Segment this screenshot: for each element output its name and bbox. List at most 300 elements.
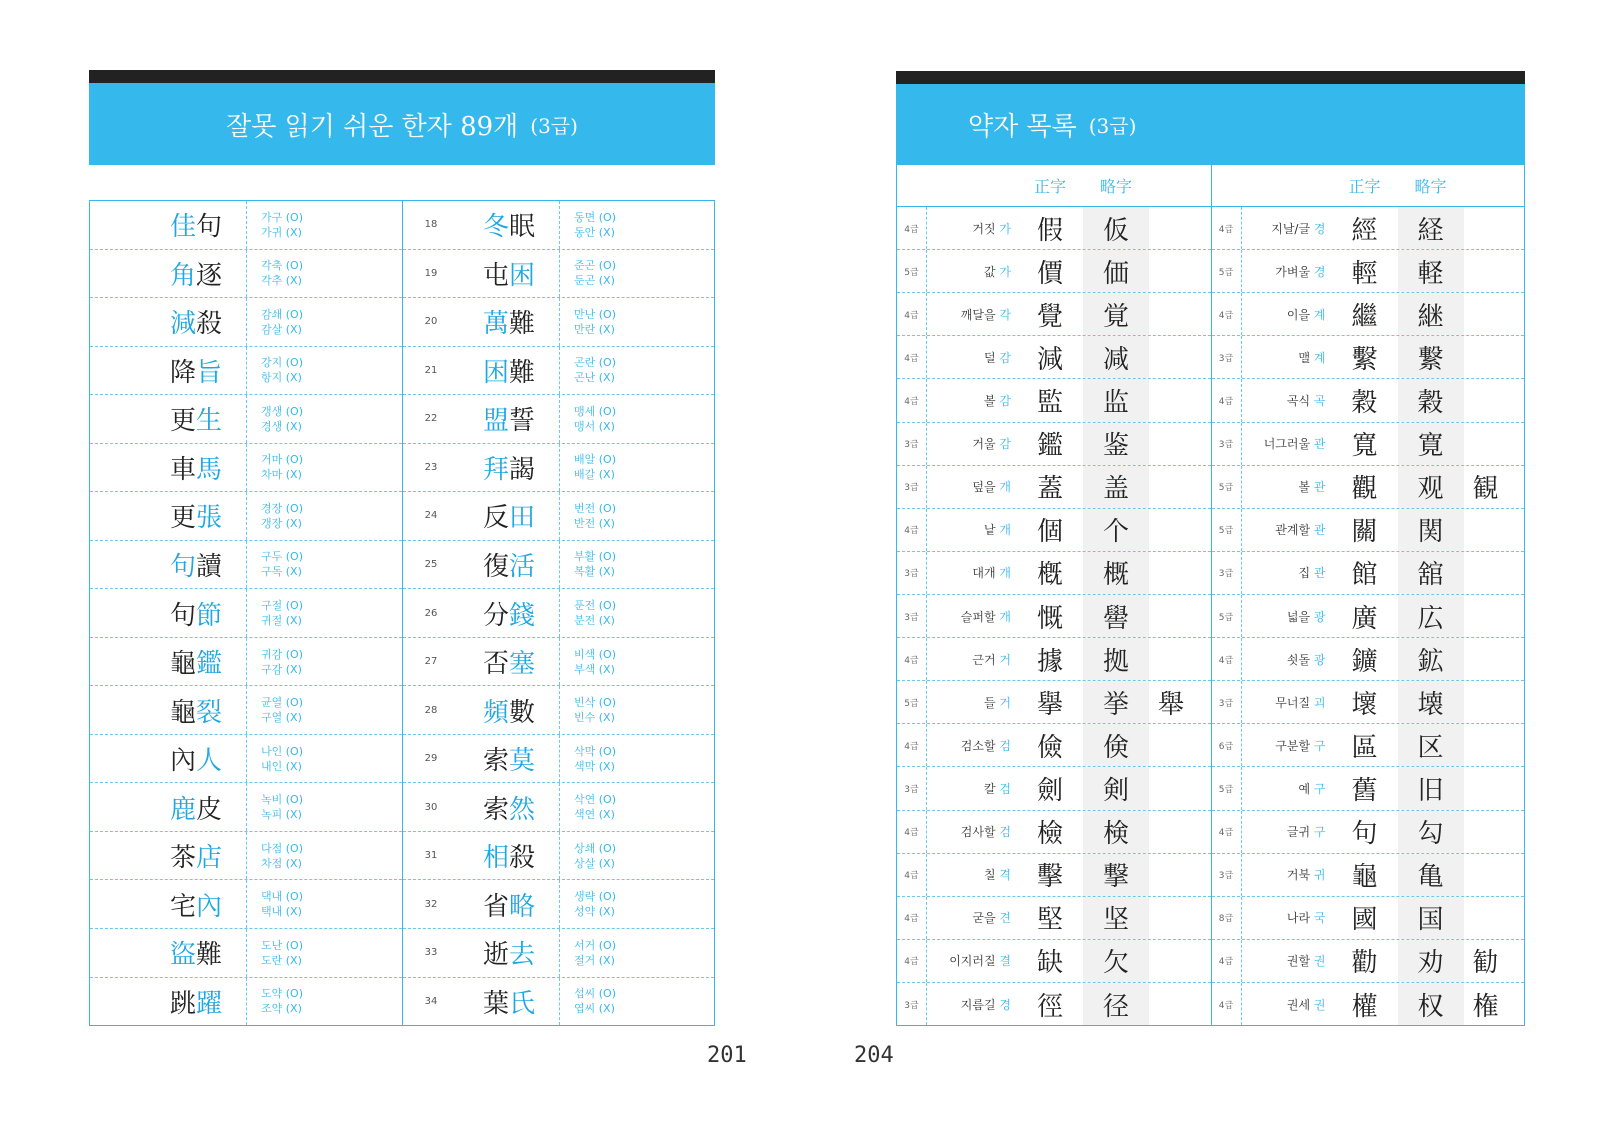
table-row [90,638,402,687]
table-row [1212,724,1525,767]
grade-level: 4급 [897,854,927,896]
correct-reading: 나인 (O) [261,744,303,758]
meaning [927,521,1017,538]
full-form-char: 蓋 [1036,474,1063,505]
table-row [1212,293,1525,336]
table-row [897,423,1211,466]
table-row [897,724,1211,767]
table-row [897,207,1211,250]
table-row [90,978,402,1026]
table-row [403,880,714,929]
sound-text: 거 [999,695,1011,710]
table-row [897,552,1211,595]
alternate-abbreviated-char: 権 [1472,991,1499,1022]
grade-level: 4급 [897,724,927,766]
meaning-text: 넓을 [1286,609,1311,624]
hanja-word [146,352,246,389]
readings [559,735,714,783]
hanja-char: 更 [169,503,196,534]
hanja-char: 逝 [482,940,509,971]
hanja-word [146,303,246,340]
alternate-abbreviated-char: 舉 [1157,689,1184,720]
correct-reading: 삭막 (O) [574,744,616,758]
full-form-char: 檢 [1036,819,1063,850]
table-column [402,201,714,1025]
hanja-word [459,886,559,923]
hanja-word [459,400,559,437]
table-row [403,783,714,832]
sound-text: 검 [999,825,1011,840]
full-form-char: 繼 [1351,301,1378,332]
hanja-char: 眠 [509,212,536,243]
hanja-word [146,789,246,826]
abbreviated-char: 盖 [1083,466,1149,508]
meaning-text: 권할 [1286,954,1311,969]
correct-reading: 빈삭 (O) [574,696,616,710]
incorrect-reading: 구감 (X) [261,662,302,676]
table-row [1212,466,1525,509]
full-form-char: 國 [1351,905,1378,936]
sound-text: 구 [1313,781,1326,796]
correct-reading: 도약 (O) [261,987,303,1001]
abbreviated-char: 勾 [1398,811,1464,853]
abbreviated-char: 概 [1083,552,1149,594]
correct-reading: 강지 (O) [261,356,303,370]
hanja-word [459,497,559,534]
hanja-char: 更 [169,406,196,437]
meaning [927,651,1017,668]
sound-text: 격 [999,868,1011,883]
abbreviated-char: 覚 [1083,293,1149,335]
table-row [403,978,714,1026]
hanja-char: 略 [509,891,536,922]
meaning [1242,694,1332,711]
grade-level: 4급 [897,207,927,249]
table-row [897,379,1211,422]
hanja-word [459,449,559,486]
abbreviated-char: 仮 [1083,207,1149,249]
correct-reading: 도난 (O) [261,938,303,952]
incorrect-reading: 빈수 (X) [574,711,615,725]
table-body [1212,207,1525,1025]
full-form-char: 關 [1351,517,1378,548]
hanja-char: 省 [482,891,509,922]
hanja-word [459,740,559,777]
meaning [927,909,1017,926]
meaning [927,866,1017,883]
readings [246,347,402,395]
grade-level: 4급 [897,336,927,378]
grade-level: 4급 [1212,293,1242,335]
sound-text: 광 [1313,609,1326,624]
table-header [897,165,1211,207]
grade-level: 3급 [1212,336,1242,378]
table-row [403,541,714,590]
row-number: 28 [424,704,438,716]
table-row [1212,509,1525,552]
hanja-char: 生 [196,406,223,437]
readings [559,832,714,880]
table-row [897,854,1211,897]
table-row [897,466,1211,509]
table-row [403,492,714,541]
hanja-char: 錢 [509,600,536,631]
incorrect-reading: 각추 (X) [261,274,302,288]
row-number: 23 [424,461,438,473]
meaning-text: 칠 [983,868,996,883]
table-row [90,541,402,590]
sound-text: 감 [999,350,1011,365]
hanja-word [146,692,246,729]
hanja-char: 車 [169,454,196,485]
correct-reading: 균열 (O) [261,696,303,710]
abbreviated-char: 减 [1083,336,1149,378]
meaning [1242,220,1332,237]
grade-level: 3급 [897,466,927,508]
meaning [927,996,1017,1013]
meaning [1242,996,1332,1013]
hanja-char: 氏 [509,988,536,1019]
correct-reading: 배알 (O) [574,453,616,467]
correct-reading: 구절 (O) [261,599,303,613]
sound-text: 개 [999,609,1011,624]
meaning-text: 글귀 [1286,825,1311,840]
sound-text: 구 [1313,738,1326,753]
hanja-char: 鹿 [169,794,196,825]
incorrect-reading: 택내 (X) [261,905,302,919]
full-form-char: 鑛 [1351,646,1378,677]
grade-level: 4급 [1212,638,1242,680]
hanja-char: 分 [482,600,509,631]
meaning-text: 덮을 [972,480,996,495]
grade-level: 3급 [897,423,927,465]
hanja-word [459,983,559,1020]
hanja-char: 人 [196,746,223,777]
table-row [403,686,714,735]
correct-reading: 번전 (O) [574,501,616,515]
full-form-char: 擧 [1036,689,1063,720]
hanja-word [459,643,559,680]
hanja-char: 盟 [482,406,509,437]
meaning-text: 거짓 [972,221,996,236]
incorrect-reading: 반전 (X) [574,516,615,530]
grade-level: 4급 [1212,983,1242,1025]
sound-text: 광 [1313,652,1326,667]
grade-level: 4급 [1212,379,1242,421]
abbreviated-char: 旧 [1398,767,1464,809]
readings [246,735,402,783]
hanja-char: 難 [196,940,223,971]
meaning-text: 지름길 [960,997,996,1012]
full-form-char: 慨 [1036,603,1063,634]
left-grade-label: (3급) [530,113,578,138]
sound-text: 감 [999,393,1011,408]
sound-text: 귀 [1313,868,1326,883]
table-row [897,681,1211,724]
abbreviated-char: 舘 [1398,552,1464,594]
readings [246,250,402,298]
full-form-char: 經 [1351,215,1378,246]
sound-text: 경 [1313,264,1326,279]
meaning [1242,263,1332,280]
sound-text: 감 [999,437,1011,452]
table-body [897,207,1211,1025]
sound-text: 검 [999,781,1011,796]
row-number: 20 [424,316,438,328]
hanja-char: 佳 [169,212,196,243]
hanja-char: 難 [509,357,536,388]
page-number: 204 [854,1043,894,1068]
table-row [403,395,714,444]
meaning [1242,608,1332,625]
hanja-char: 去 [509,940,536,971]
readings [559,541,714,589]
table-row [90,735,402,784]
table-row [90,492,402,541]
hanja-word [146,497,246,534]
meaning-text: 권세 [1286,997,1311,1012]
meaning [927,823,1017,840]
meaning-text: 낱 [983,523,996,538]
full-form-char: 區 [1351,732,1378,763]
hanja-char: 減 [169,309,196,340]
hanja-char: 頻 [482,697,509,728]
meaning [1242,909,1332,926]
correct-reading: 곤란 (O) [574,356,616,370]
incorrect-reading: 항지 (X) [261,371,302,385]
correct-reading: 푼전 (O) [574,599,616,613]
readings [246,589,402,637]
row-number: 27 [424,656,438,668]
hanja-char: 張 [196,503,223,534]
row-number: 21 [424,364,438,376]
hanja-char: 謁 [509,454,536,485]
grade-level: 6급 [1212,724,1242,766]
abbreviation-table [896,164,1525,1026]
abbreviated-char: 区 [1398,724,1464,766]
abbreviated-char: 监 [1083,379,1149,421]
right-title-banner [896,84,1525,164]
correct-reading: 거마 (O) [261,453,303,467]
meaning-text: 너그러울 [1263,437,1311,452]
hanja-char: 內 [196,891,223,922]
sound-text: 개 [999,480,1011,495]
table-row [1212,811,1525,854]
abbreviated-char: 鉴 [1083,423,1149,465]
sound-text: 경 [1313,221,1326,236]
meaning-text: 나라 [1286,911,1311,926]
table-row [403,832,714,881]
table-row [897,509,1211,552]
grade-level: 4급 [897,811,927,853]
full-form-char: 覺 [1036,301,1063,332]
hanja-word [459,546,559,583]
table-row [90,444,402,493]
incorrect-reading: 차점 (X) [261,856,302,870]
grade-level: 3급 [897,595,927,637]
table-row [897,940,1211,983]
abbreviated-char: 検 [1083,811,1149,853]
hanja-word [146,400,246,437]
table-row [403,298,714,347]
table-column [90,201,402,1025]
hanja-word [459,303,559,340]
left-page-title: 잘못 읽기 쉬운 한자 89개 [226,111,519,142]
meaning [927,306,1017,323]
sound-text: 곡 [1313,393,1326,408]
full-form-char: 寬 [1351,431,1378,462]
left-title-banner [89,83,715,165]
table-row [403,638,714,687]
grade-level: 4급 [897,379,927,421]
hanja-char: 葉 [482,988,509,1019]
meaning-text: 근거 [972,652,996,667]
incorrect-reading: 차마 (X) [261,468,302,482]
grade-level: 5급 [1212,250,1242,292]
abbreviated-char: 倹 [1083,724,1149,766]
table-row [897,638,1211,681]
abbreviated-char: 関 [1398,509,1464,551]
sound-text: 구 [1313,825,1326,840]
sound-text: 권 [1313,997,1326,1012]
table-row [90,395,402,444]
hanja-char: 角 [169,260,196,291]
abbreviated-char: 坚 [1083,897,1149,939]
hanja-char: 否 [482,649,509,680]
correct-reading: 귀감 (O) [261,647,303,661]
hanja-char: 躍 [196,988,223,1019]
correct-reading: 각축 (O) [261,259,303,273]
full-form-char: 個 [1036,517,1063,548]
full-form-char: 堅 [1036,905,1063,936]
full-form-char: 句 [1351,819,1378,850]
meaning-text: 칼 [983,781,996,796]
table-row [90,201,402,250]
row-number: 34 [424,995,438,1007]
hanja-char: 萬 [482,309,509,340]
abbreviated-char: 挙 [1083,681,1149,723]
readings [246,929,402,977]
readings [559,444,714,492]
correct-reading: 만난 (O) [574,307,616,321]
incorrect-reading: 배갈 (X) [574,468,615,482]
header-abbreviated-form: 略字 [1099,177,1132,196]
table-row [403,250,714,299]
readings [246,832,402,880]
full-form-char: 劍 [1036,775,1063,806]
readings [246,638,402,686]
full-form-char: 館 [1351,560,1378,591]
hanja-char: 殺 [509,843,536,874]
readings [246,686,402,734]
table-row [897,250,1211,293]
hanja-word [146,643,246,680]
header-full-form: 正字 [1348,177,1381,196]
grade-level: 3급 [1212,681,1242,723]
table-row [1212,681,1525,724]
readings [559,201,714,249]
sound-text: 관 [1313,480,1326,495]
hanja-char: 店 [196,843,223,874]
readings [246,783,402,831]
incorrect-reading: 맹서 (X) [574,419,615,433]
meaning [927,263,1017,280]
hanja-char: 數 [509,697,536,728]
meaning [927,349,1017,366]
correct-reading: 섭씨 (O) [574,987,616,1001]
row-number: 22 [424,413,438,425]
sound-text: 개 [999,566,1011,581]
readings [246,444,402,492]
hanja-char: 難 [509,309,536,340]
abbreviated-char: 劝 [1398,940,1464,982]
hanja-word [459,352,559,389]
meaning-text: 집 [1298,566,1311,581]
meaning [1242,952,1332,969]
table-row [1212,207,1525,250]
meaning-text: 거울 [972,437,996,452]
hanja-word [146,546,246,583]
grade-level: 8급 [1212,897,1242,939]
grade-level: 5급 [1212,466,1242,508]
sound-text: 각 [999,307,1011,322]
incorrect-reading: 분전 (X) [574,614,615,628]
hanja-char: 茶 [169,843,196,874]
page-number: 201 [707,1043,747,1068]
table-row [1212,336,1525,379]
abbreviated-char: 価 [1083,250,1149,292]
hanja-word [459,934,559,971]
row-number: 25 [424,558,438,570]
hanja-char: 索 [482,794,509,825]
meaning [927,392,1017,409]
table-row [1212,379,1525,422]
table-row [403,444,714,493]
meaning [1242,651,1332,668]
meaning [927,564,1017,581]
abbreviated-char: 繋 [1398,336,1464,378]
hanja-char: 讀 [196,551,223,582]
abbreviated-char: 个 [1083,509,1149,551]
meaning-text: 검소할 [960,738,996,753]
sound-text: 계 [1313,307,1326,322]
full-form-char: 壞 [1351,689,1378,720]
hanja-char: 索 [482,746,509,777]
meaning-text: 쇳돌 [1286,652,1311,667]
meaning-text: 가벼울 [1275,264,1311,279]
hanja-char: 反 [482,503,509,534]
grade-level: 3급 [1212,423,1242,465]
meaning [1242,306,1332,323]
incorrect-reading: 절거 (X) [574,953,615,967]
meaning-text: 볼 [1298,480,1311,495]
table-row [90,250,402,299]
sound-text: 가 [999,221,1011,236]
readings [246,395,402,443]
full-form-char: 儉 [1036,732,1063,763]
sound-text: 관 [1313,566,1326,581]
readings [559,686,714,734]
incorrect-reading: 복활 (X) [574,565,615,579]
hanja-word [146,983,246,1020]
hanja-char: 莫 [509,746,536,777]
abbreviated-char: 国 [1398,897,1464,939]
hanja-word [146,740,246,777]
hanja-word [459,837,559,874]
table-row [90,589,402,638]
full-form-char: 繫 [1351,344,1378,375]
correct-reading: 녹비 (O) [261,793,303,807]
